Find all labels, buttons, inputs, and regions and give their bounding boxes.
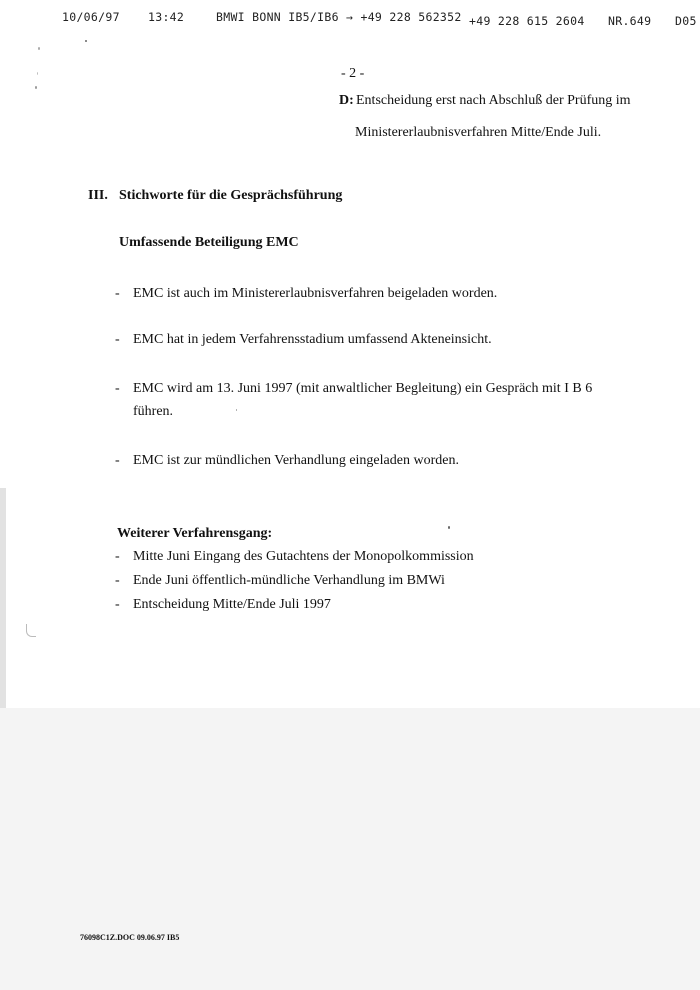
fax-date: 10/06/97 [62, 10, 120, 24]
document-id: 76098C1Z.DOC 09.06.97 IB5 [80, 933, 180, 942]
fax-number: NR.649 [608, 14, 652, 28]
scan-speck [85, 40, 87, 42]
subheading-beteiligung: Umfassende Beteiligung EMC [119, 235, 299, 250]
fax-page: D05 [675, 14, 697, 28]
bullet-dash: - [115, 332, 120, 347]
bullet-dash: - [115, 597, 120, 612]
subheading-verfahrensgang: Weiterer Verfahrensgang: [117, 526, 273, 541]
section-numeral: III. [88, 188, 108, 203]
page-number: - 2 - [341, 66, 365, 81]
bullet-item: EMC wird am 13. Juni 1997 (mit anwaltlicher Begleitung) ein Gespräch mit I B 6 [133, 381, 593, 396]
bullet-dash: - [115, 453, 120, 468]
bullet-dash: - [115, 549, 120, 564]
bullet-item-continuation: führen. [133, 404, 174, 419]
scan-speck [38, 47, 40, 50]
scan-speck [236, 409, 237, 411]
section-title: Stichworte für die Gesprächsführung [119, 188, 343, 203]
point-d-line1: Entscheidung erst nach Abschluß der Prüfung im [356, 93, 631, 108]
bullet-dash: - [115, 573, 120, 588]
scan-corner-mark [26, 624, 36, 637]
bullet-item: Entscheidung Mitte/Ende Juli 1997 [133, 597, 331, 612]
bullet-dash: - [115, 286, 120, 301]
scan-speck [37, 72, 38, 75]
bullet-item: EMC ist zur mündlichen Verhandlung eingeladen worden. [133, 453, 459, 468]
point-d-label: D: [339, 93, 354, 108]
scan-gray-area [0, 708, 700, 990]
scan-speck [35, 86, 37, 89]
bullet-item: Mitte Juni Eingang des Gutachtens der Monopolkommission [133, 549, 474, 564]
bullet-dash: - [115, 381, 120, 396]
fax-time: 13:42 [148, 10, 185, 24]
scan-edge-shade [0, 488, 6, 708]
bullet-item: Ende Juni öffentlich-mündliche Verhandlung im BMWi [133, 573, 445, 588]
fax-sender: BMWI BONN IB5/IB6 → +49 228 562352 [216, 10, 462, 24]
point-d-line2: Ministererlaubnisverfahren Mitte/Ende Juli. [355, 125, 602, 140]
bullet-item: EMC ist auch im Ministererlaubnisverfahren beigeladen worden. [133, 286, 498, 301]
fax-recipient: +49 228 615 2604 [469, 14, 585, 28]
bullet-item: EMC hat in jedem Verfahrensstadium umfassend Akteneinsicht. [133, 332, 492, 347]
scan-speck [448, 526, 450, 529]
